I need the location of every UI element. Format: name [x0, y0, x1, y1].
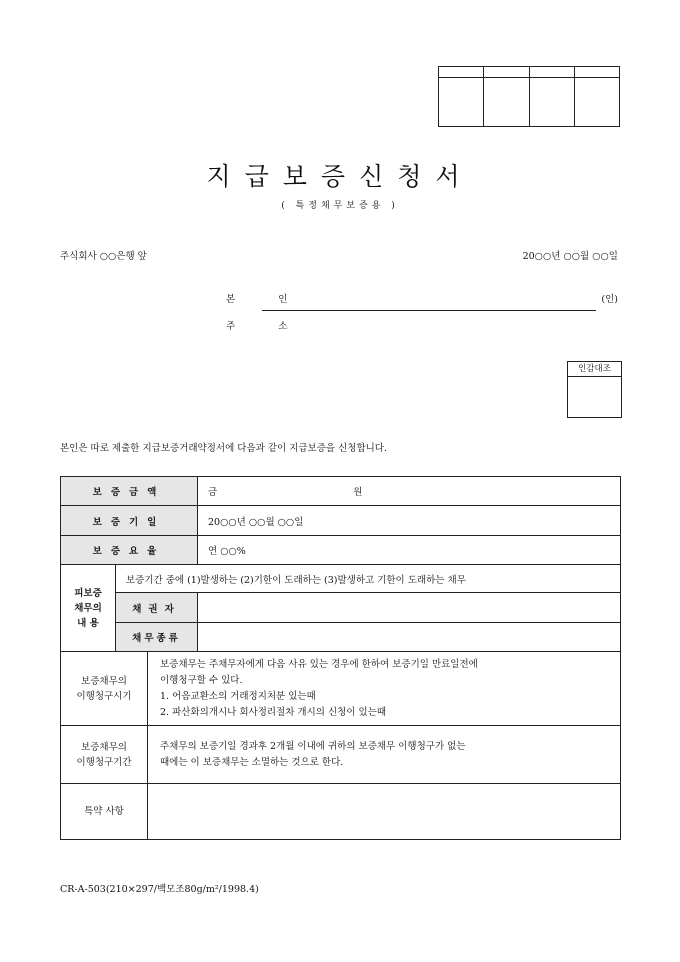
period-value[interactable]: 20○○년 ○○월 ○○일 — [198, 506, 621, 536]
application-date: 20○○년 ○○월 ○○일 — [522, 251, 618, 262]
form-title: 지급보증신청서 — [206, 162, 474, 191]
address-label: 주 소 — [226, 321, 308, 332]
special-terms-value[interactable] — [148, 784, 621, 840]
period-label: 보증기일 — [61, 506, 198, 536]
form-code: CR-A-503(210×297/백모조80g/m²/1998.4) — [60, 884, 259, 895]
form-subtitle: ( 특정채무보증용 ) — [281, 201, 399, 211]
seal-verification-box — [567, 361, 622, 418]
creditor-label: 채권자 — [116, 593, 198, 623]
applicant-signature-line[interactable] — [262, 310, 596, 311]
debt-description: 보증기간 중에 (1)발생하는 (2)기한이 도래하는 (3)발생하고 기한이 도래하는 채무 — [116, 565, 621, 593]
guarantee-table — [60, 476, 621, 840]
seal-mark: (인) — [601, 294, 618, 305]
claim-time-text: 보증채무는 주채무자에게 다음 사유 있는 경우에 한하여 보증기일 만료일전에 이행청구할 수 있다. 1. 어음교환소의 거래정지처분 있는때 2. 파산화의개시나 회사정리절차 개시의 신청이 있는때 — [148, 652, 621, 726]
rate-label: 보증요율 — [61, 536, 198, 565]
creditor-value[interactable] — [198, 593, 621, 623]
special-terms-label: 특약 사항 — [61, 784, 148, 840]
claim-period-text: 주채무의 보증기일 경과후 2개월 이내에 귀하의 보증채무 이행청구가 없는 때에는 이 보증채무는 소멸하는 것으로 한다. — [148, 726, 621, 784]
debt-type-label: 채무종류 — [116, 623, 198, 652]
intro-text: 본인은 따로 제출한 지급보증거래약정서에 다음과 같이 지급보증을 신청합니다. — [60, 443, 388, 454]
approval-grid — [438, 66, 620, 127]
claim-time-label: 보증채무의 이행청구시기 — [61, 652, 148, 726]
amount-label: 보증금액 — [61, 477, 198, 506]
amount-unit: 원 — [353, 487, 363, 498]
addressee: 주식회사 ○○은행 앞 — [60, 251, 147, 262]
seal-box-label: 인감대조 — [568, 362, 621, 377]
rate-value[interactable]: 연 ○○% — [198, 536, 621, 565]
amount-prefix: 금 — [208, 487, 218, 498]
debt-content-label: 피보증 채무의 내 용 — [61, 565, 116, 652]
claim-period-label: 보증채무의 이행청구기간 — [61, 726, 148, 784]
amount-cell[interactable] — [198, 477, 621, 506]
applicant-label: 본 인 — [226, 294, 308, 305]
debt-type-value[interactable] — [198, 623, 621, 652]
